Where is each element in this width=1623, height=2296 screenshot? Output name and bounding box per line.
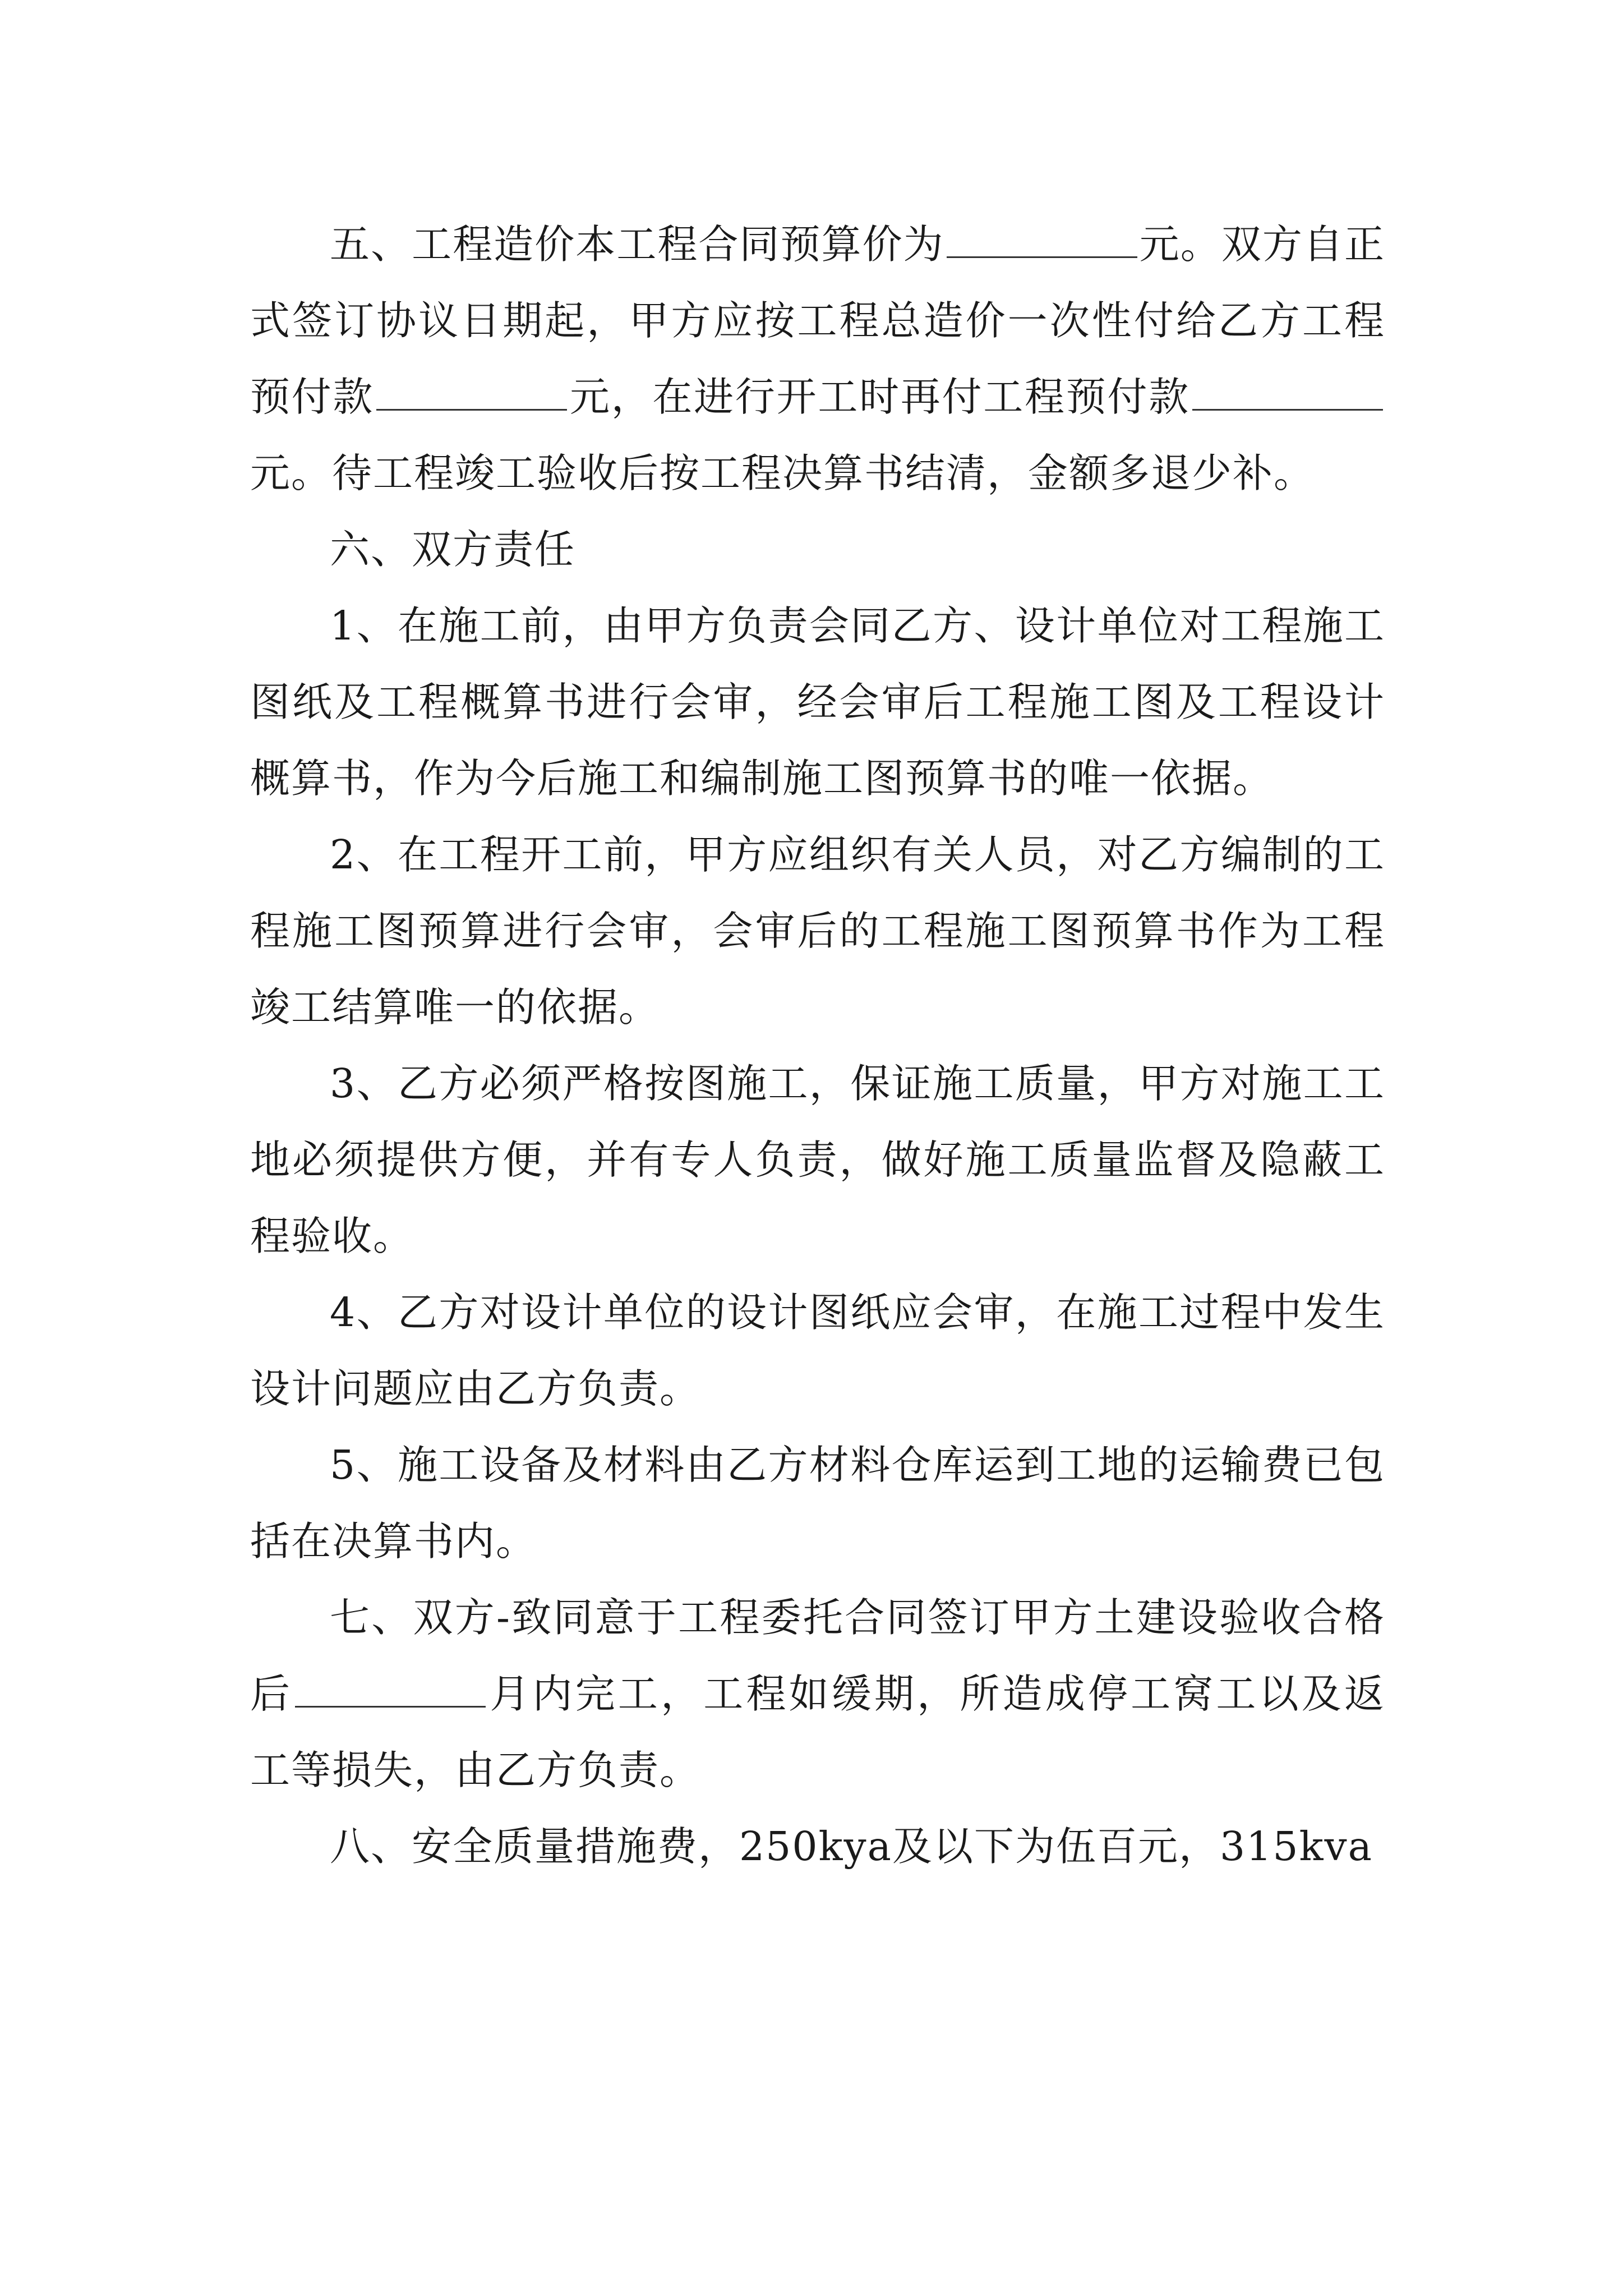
clause-text: 1、在施工前，由甲方负责会同乙方、设计单位对工程施工图纸及工程概算书进行会审，经会审后工程施工图及工程设计概算书，作为今后施工和编制施工图预算书的唯一依据。	[250, 602, 1385, 802]
blank-advance-payment	[376, 371, 567, 411]
document-body	[250, 206, 1385, 1885]
clause-5	[250, 1427, 1385, 1580]
clause-text: 3、乙方必须严格按图施工，保证施工质量，甲方对施工工地必须提供方便，并有专人负责，做好施工质量监督及隐蔽工程验收。	[250, 1060, 1385, 1259]
heading-text: 六、双方责任	[330, 526, 576, 573]
paragraph-text: 月内完工，工程如缓期，所造成停工窝工以及返工等损失，由乙方负责。	[250, 1671, 1385, 1793]
clause-1	[250, 588, 1385, 817]
blank-contract-budget	[947, 219, 1137, 258]
clause-2	[250, 817, 1385, 1046]
clause-text: 4、乙方对设计单位的设计图纸应会审，在施工过程中发生设计问题应由乙方负责。	[250, 1289, 1385, 1412]
paragraph-text: 元。待工程竣工验收后按工程决算书结清，金额多退少补。	[250, 450, 1315, 496]
paragraph-text: 五、工程造价本工程合同预算价为	[330, 221, 944, 268]
paragraph-text: 元。双方自正式签订协议日期起，甲方应按工程总造价一次性付给乙方工程预付款	[250, 221, 1385, 420]
blank-start-payment	[1192, 371, 1383, 411]
paragraph-text: 七、双方-致同意于工程委托合同签订甲方土建设验收合格后	[250, 1594, 1385, 1717]
blank-completion-months	[295, 1668, 486, 1708]
clause-4	[250, 1274, 1385, 1427]
paragraph-project-cost	[250, 206, 1385, 512]
paragraph-text: 八、安全质量措施费，250kya及以下为伍百元，315kva	[330, 1823, 1373, 1870]
clause-text: 5、施工设备及材料由乙方材料仓库运到工地的运输费已包括在决算书内。	[250, 1442, 1385, 1565]
paragraph-safety-fee	[250, 1809, 1385, 1885]
clause-text: 2、在工程开工前，甲方应组织有关人员，对乙方编制的工程施工图预算进行会审，会审后的工程施工图预算书作为工程竣工结算唯一的依据。	[250, 831, 1385, 1030]
clause-3	[250, 1046, 1385, 1274]
paragraph-completion-period	[250, 1580, 1385, 1809]
section-heading-responsibilities	[250, 512, 1385, 588]
paragraph-text: 元，在进行开工时再付工程预付款	[569, 374, 1190, 420]
